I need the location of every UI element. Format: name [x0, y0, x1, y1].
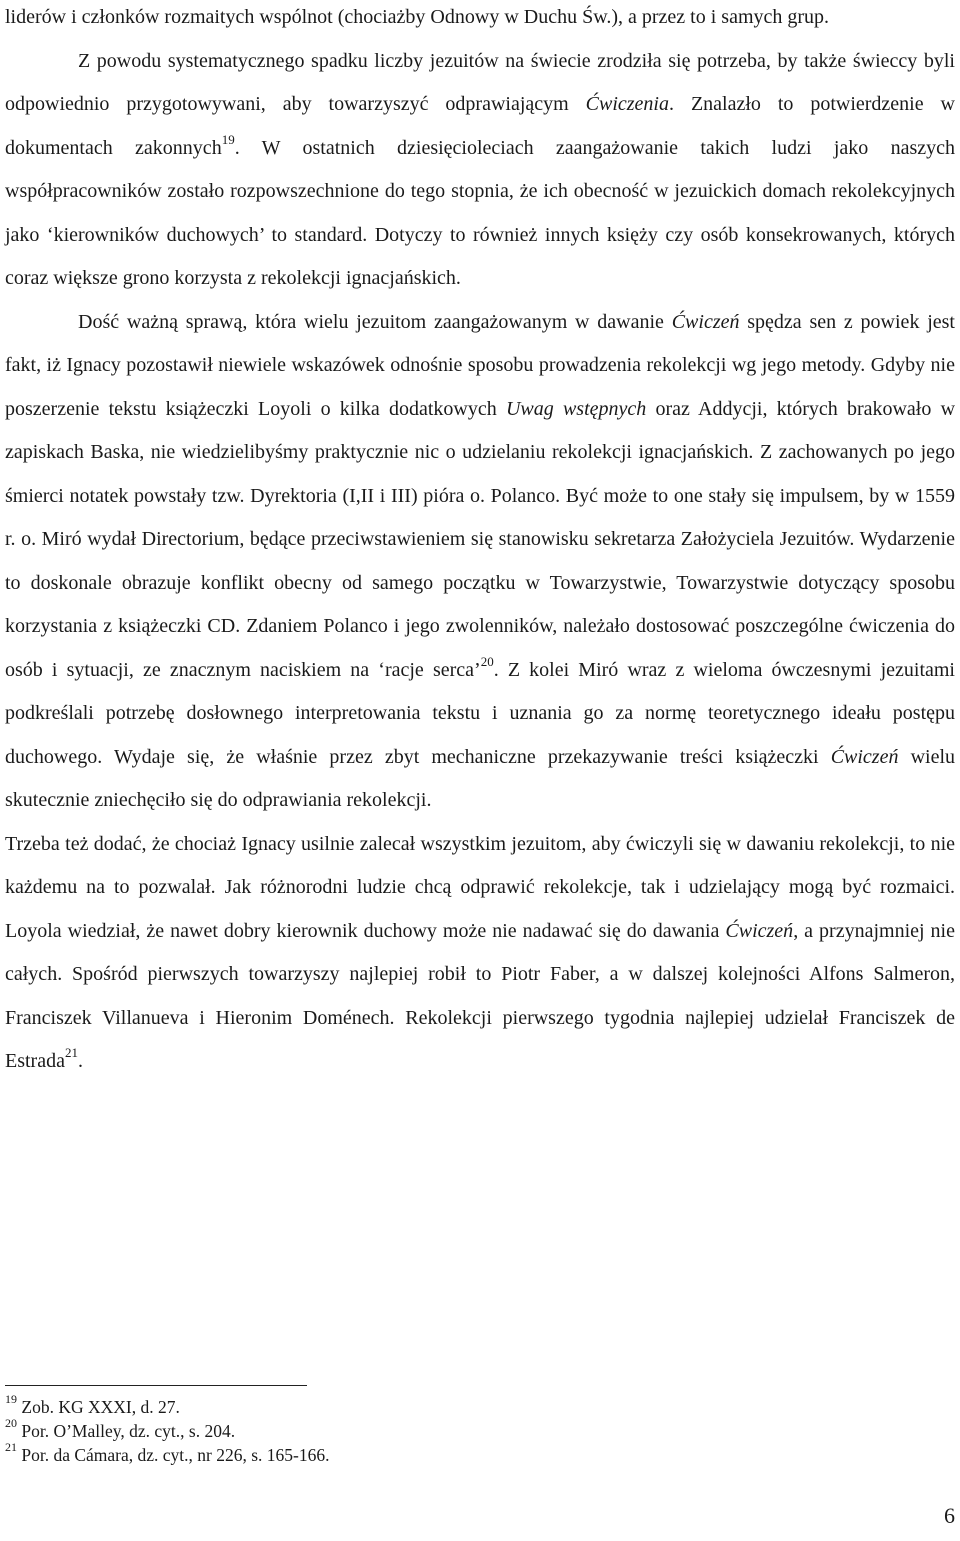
footnote-21 [5, 1440, 705, 1467]
italic-cwiczenia: Ćwiczenia [585, 93, 669, 115]
footnote-text: Zob. KG XXXI, d. 27. [17, 1397, 180, 1417]
paragraph-4-text-b: , a przynajmniej nie całych. Spośród pierwszych towarzyszy najlepiej robił to Piotr Faber, a w dalszej kolejności Alfons Salmeron, Franciszek Villanueva i Hieronim Doménech. Rekolekcji pierwszego tygodnia najlepiej udzielał Franciszek de Estrada [5, 919, 955, 1072]
paragraph-2-text-a: Z powodu systematycznego spadku liczby jezuitów na świecie zrodziła się potrzeba, by także świeccy byli odpowiednio przygotowywani, aby towarzyszyć odprawiającym [5, 49, 955, 115]
paragraph-3-text-e: wielu skutecznie zniechęciło się do odprawiania rekolekcji. [5, 745, 956, 811]
footnote-19 [5, 1392, 705, 1419]
paragraph-4-text-c: . [77, 1050, 83, 1072]
footnote-separator [5, 1385, 307, 1386]
paragraph-2-text-b: . Znalazło to potwierdzenie w dokumentach zakonnych [5, 93, 955, 159]
footnote-20 [5, 1416, 705, 1443]
paragraph-2 [5, 40, 955, 301]
footnote-number: 19 [5, 1392, 17, 1407]
paragraph-1-text: liderów i członków rozmaitych wspólnot (chociażby Odnowy w Duchu Św.), a przez to i samych grup. [5, 6, 830, 28]
paragraph-3 [5, 301, 955, 823]
footnote-ref-20[interactable]: 20 [480, 653, 494, 669]
paragraph-1 [5, 0, 955, 40]
paragraph-3-text-d: . Z kolei Miró wraz z wieloma ówczesnymi jezuitami podkreślali potrzebę dosłownego interpretowania tekstu i uznania go za normę teoretycznego ideału postępu duchowego. Wydaje się, że właśnie przez zbyt mechaniczne przekazywanie treści książeczki [5, 658, 955, 768]
document-page [5, 0, 955, 1084]
page-number: 6 [944, 1503, 955, 1528]
footnote-ref-21[interactable]: 21 [64, 1045, 78, 1061]
italic-cwiczen-3: Ćwiczeń [725, 919, 794, 942]
footnote-text: Por. O’Malley, dz. cyt., s. 204. [17, 1421, 236, 1441]
italic-uwag-wstepnych: Uwag wstępnych [505, 397, 647, 420]
italic-cwiczen-2: Ćwiczeń [830, 745, 899, 768]
footnotes [5, 1392, 705, 1467]
paragraph-2-text-c: . W ostatnich dziesięcioleciach zaangażowanie takich ludzi jako naszych współpracowników zostało rozpowszechnione do tego stopnia, że ich obecność w jezuickich domach rekolekcyjnych jako ‘kierowników duchowych’ to standard. Dotyczy to również innych księży czy osób konsekrowanych, których coraz większe grono korzysta z rekolekcji ignacjańskich. [5, 136, 956, 289]
paragraph-3-text-b: spędza sen z powiek jest fakt, iż Ignacy pozostawił niewiele wskazówek odnośnie sposobu prowadzenia rekolekcji wg jego metody. Gdyby nie poszerzenie tekstu książeczki Loyoli o kilka dodatkowych [5, 310, 955, 420]
footnote-text: Por. da Cámara, dz. cyt., nr 226, s. 165-166. [17, 1445, 330, 1465]
paragraph-3-text-a: Dość ważną sprawą, która wielu jezuitom zaangażowanym w dawanie [78, 310, 672, 333]
paragraph-3-text-c: oraz Addycji, których brakowało w zapiskach Baska, nie wiedzielibyśmy praktycznie nic o udzielaniu rekolekcji ignacjańskich. Z zachowanych po jego śmierci notatek powstały tzw. Dyrektoria (I,II i III) pióra o. Polanco. Być może to one stały się impulsem, by w 1559 r. o. Miró wydał Directorium, będące przeciwstawieniem się stanowisku sekretarza Założyciela Jezuitów. Wydarzenie to doskonale obrazuje konflikt obecny od samego początku w Towarzystwie, Towarzystwie dotyczący sposobu korzystania z książeczki CD. Zdaniem Polanco i jego zwolenników, należało dostosować poszczególne ćwiczenia do osób i sytuacji, ze znacznym naciskiem na ‘racje serca’ [5, 397, 956, 681]
paragraph-4-text-a: Trzeba też dodać, że chociaż Ignacy usilnie zalecał wszystkim jezuitom, aby ćwiczyli się w dawaniu rekolekcji, to nie każdemu na to pozwalał. Jak różnorodni ludzie chcą odprawić rekolekcje, tak i udzielający mogą być rozmaici. Loyola wiedział, że nawet dobry kierownik duchowy może nie nadawać się do dawania [5, 832, 955, 942]
footnote-ref-19[interactable]: 19 [221, 131, 235, 147]
footnote-number: 21 [5, 1440, 17, 1455]
italic-cwiczen-1: Ćwiczeń [671, 310, 740, 333]
paragraph-4 [5, 823, 955, 1084]
footnote-number: 20 [5, 1416, 17, 1431]
